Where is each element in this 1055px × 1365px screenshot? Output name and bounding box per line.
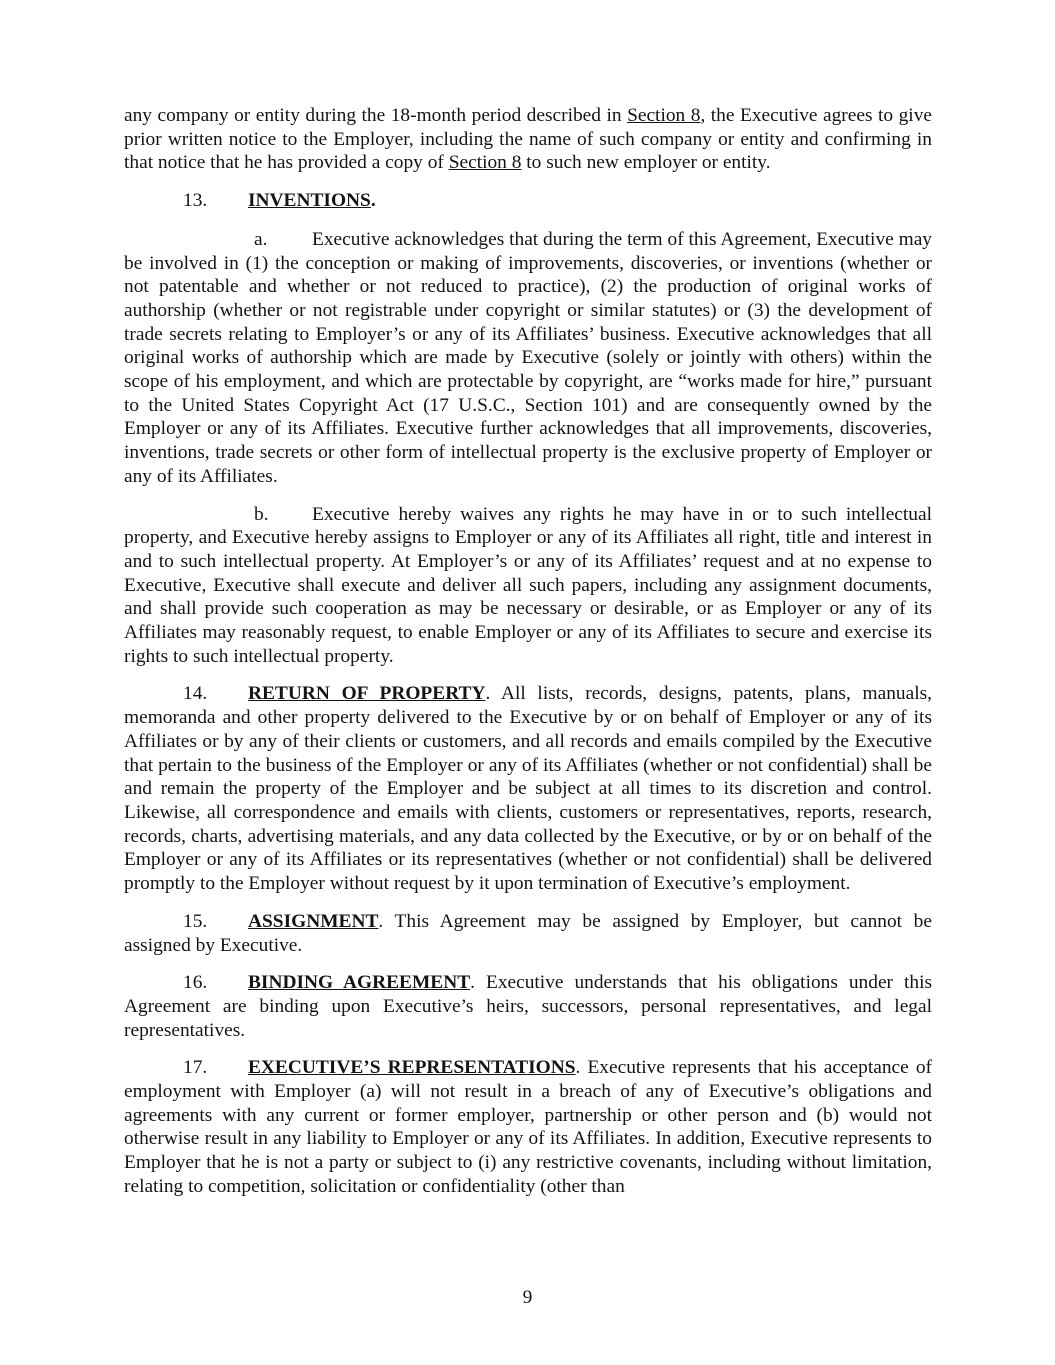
section-13a-text: Executive acknowledges that during the term of this Agreement, Executive may be involved in (1) the conception or making of improvements, discoveries, or inventions (whether or not patentable and whether or not reduced to practice), (2) the production of original works of authorship (whether or not registrable under copyright or similar statutes) or (3) the development of trade secrets relating to Employer’s or any of its Affiliates’ business. Executive acknowledges that all original works of authorship which are made by Executive (solely or jointly with others) within the scope of his employment, and which are protectable by copyright, are “works made for hire,” pursuant to the United States Copyright Act (17 U.S.C., Section 101) and are consequently owned by the Employer or any of its Affiliates. Executive further acknowledges that all improvements, discoveries, inventions, trade secrets or other form of intellectual property is the exclusive property of Employer or any of its Affiliates.	[124, 228, 932, 487]
section-17-title: EXECUTIVE’S REPRESENTATIONS	[248, 1057, 576, 1079]
document-page	[124, 104, 932, 1199]
page-number: 9	[522, 1287, 533, 1308]
section-14-title: RETURN OF PROPERTY	[248, 683, 486, 705]
section-15-number: 15.	[183, 910, 208, 932]
intro-text-2: , the Executive agrees to give prior written notice to the Employer, including the name of such company or entity and confirming in that notice that he has provided a copy of	[124, 105, 932, 174]
section-16-text: . Executive understands that his obligations under this Agreement are binding upon Executive’s heirs, successors, personal representatives, and legal representatives.	[124, 972, 932, 1041]
section-14-number: 14.	[183, 683, 208, 705]
section-16-title: BINDING AGREEMENT	[248, 972, 471, 994]
section-17-paragraph	[124, 1056, 932, 1198]
section-8-reference-2: Section 8	[448, 152, 522, 174]
section-15-text: . This Agreement may be assigned by Employer, but cannot be assigned by Executive.	[124, 910, 932, 956]
section-13-title-period: .	[370, 190, 376, 212]
section-15-title: ASSIGNMENT	[248, 910, 379, 932]
paragraph-intro	[124, 104, 932, 175]
section-17-text: . Executive represents that his acceptance of employment with Employer (a) will not result in a breach of any of Executive’s obligations and agreements with any current or former employer, partnership or other person and (b) would not otherwise result in any liability to Employer or any of its Affiliates. In addition, Executive represents to Employer that he is not a party or subject to (i) any restrictive covenants, including without limitation, relating to competition, solicitation or confidentiality (other than	[124, 1057, 932, 1197]
section-17-number: 17.	[183, 1057, 208, 1079]
section-13b-text: Executive hereby waives any rights he may have in or to such intellectual property, and Executive hereby assigns to Employer or any of its Affiliates all right, title and interest in and to such intellectual property. At Employer’s or any of its Affiliates’ request and at no expense to Executive, Executive shall execute and deliver all such papers, including any assignment documents, and shall provide such cooperation as may be necessary or desirable, or as Employer or any of its Affiliates may reasonably request, to enable Employer or any of its Affiliates to secure and exercise its rights to such intellectual property.	[124, 503, 932, 667]
section-13a-label: a.	[254, 228, 268, 250]
section-13-number: 13.	[183, 190, 208, 212]
section-13-heading	[124, 189, 932, 213]
section-13a-paragraph	[124, 228, 932, 489]
section-16-paragraph	[124, 971, 932, 1042]
section-14-paragraph	[124, 682, 932, 895]
intro-text-1: any company or entity during the 18-month period described in	[124, 105, 628, 126]
section-13b-paragraph	[124, 503, 932, 669]
section-8-reference: Section 8	[627, 105, 701, 126]
section-15-paragraph	[124, 910, 932, 957]
intro-text-3: to such new employer or entity.	[521, 152, 771, 174]
section-13b-label: b.	[254, 503, 269, 525]
section-14-text: . All lists, records, designs, patents, plans, manuals, memoranda and other property delivered to the Executive by or on behalf of Employer or any of its Affiliates or by any of their clients or customers, and all records and emails compiled by the Executive that pertain to the business of the Employer or any of its Affiliates (whether or not confidential) shall be and remain the property of the Employer and be subject at all times to its discretion and control. Likewise, all correspondence and emails with clients, customers or representatives, reports, research, records, charts, advertising materials, and any data collected by the Executive, or by or on behalf of the Employer or any of its Affiliates or its representatives (whether or not confidential) shall be delivered promptly to the Employer without request by it upon termination of Executive’s employment.	[124, 683, 932, 895]
section-13-title: INVENTIONS	[248, 190, 371, 212]
section-16-number: 16.	[183, 972, 208, 994]
